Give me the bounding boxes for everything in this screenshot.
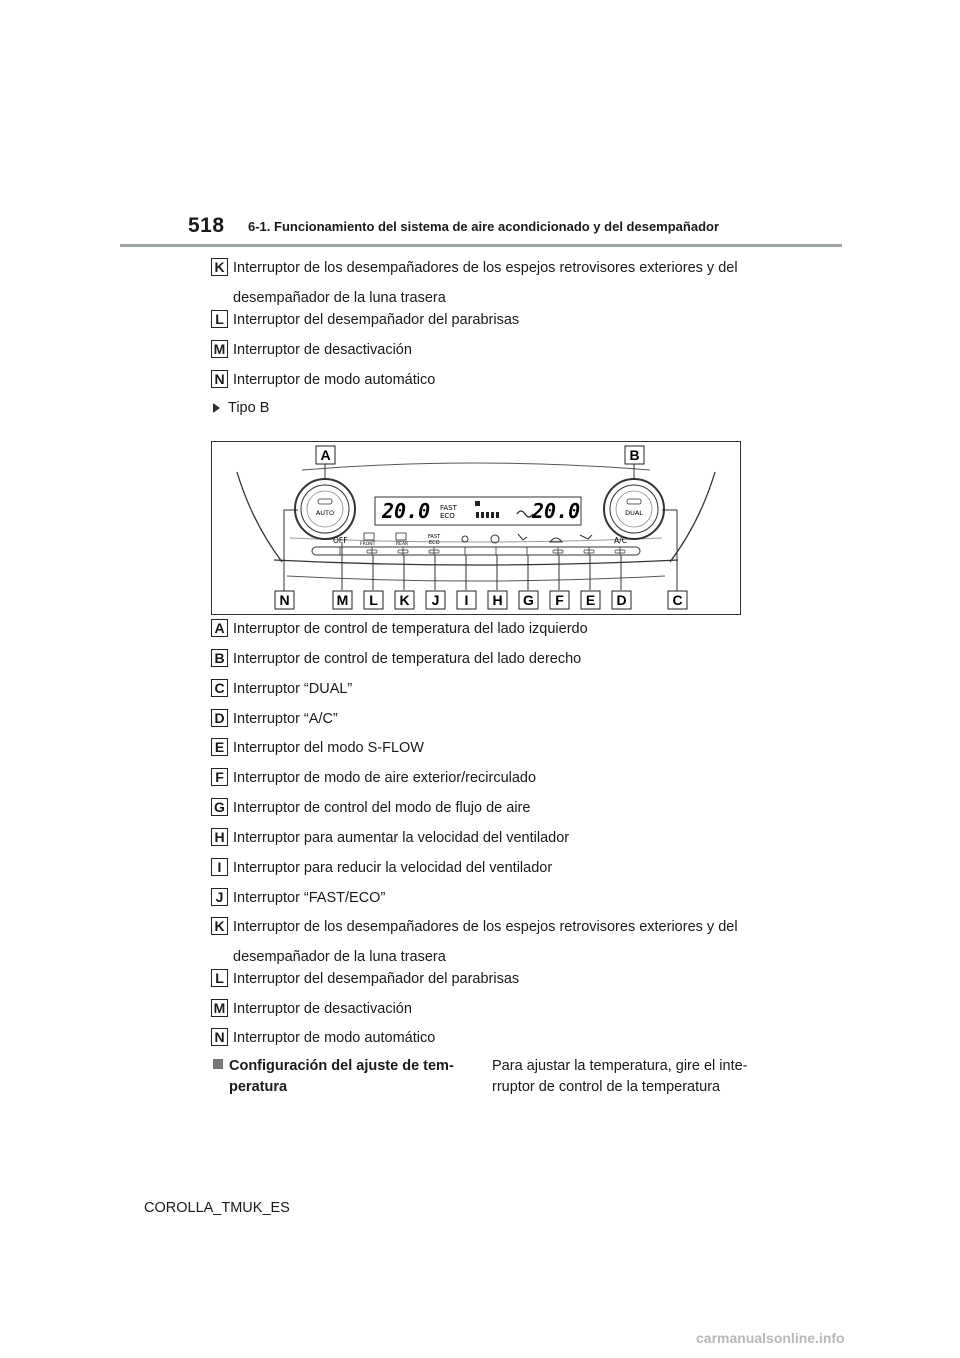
callout-l: L — [369, 592, 378, 608]
legend-item-m — [211, 994, 771, 1024]
list-item-n-top — [211, 365, 771, 395]
letter-badge: M — [211, 999, 228, 1017]
fast-button-label: FAST — [428, 534, 441, 540]
list-item-k-top — [211, 253, 771, 313]
rear-button-label: REAR — [396, 542, 409, 547]
auto-label: AUTO — [315, 509, 335, 517]
dual-label: DUAL — [625, 509, 643, 517]
callout-e: E — [585, 592, 596, 608]
item-text: Interruptor para reducir la velocidad del ventilador — [233, 860, 553, 876]
legend-item-c — [211, 674, 771, 704]
callout-n: N — [279, 592, 290, 608]
tipo-label — [213, 396, 269, 420]
callout-h: H — [492, 592, 503, 608]
item-text: Interruptor del desempañador del parabrisas — [233, 971, 520, 987]
letter-badge: L — [211, 969, 228, 987]
item-text: Interruptor del desempañador del parabrisas — [233, 312, 520, 328]
letter-badge: F — [211, 768, 228, 786]
list-item-l-top — [211, 305, 771, 335]
triangle-bullet-icon — [213, 403, 220, 413]
off-button-label: OFF — [333, 536, 348, 545]
display-eco: ECO — [440, 512, 455, 520]
page-number: 518 — [188, 214, 225, 237]
letter-badge: G — [211, 798, 228, 816]
callout-j: J — [431, 592, 440, 608]
legend-item-j — [211, 883, 771, 913]
section-title: 6-1. Funcionamiento del sistema de aire acondicionado y del desempañador — [248, 219, 720, 234]
legend-item-f — [211, 763, 771, 793]
letter-badge: E — [211, 738, 228, 756]
item-text: Interruptor de modo de aire exterior/recirculado — [233, 770, 537, 786]
body-line-1: Para ajustar la temperatura, gire el inte- — [492, 1058, 748, 1074]
callout-m: M — [336, 592, 349, 608]
legend-item-b — [211, 644, 771, 674]
callout-d: D — [616, 592, 627, 608]
display-temp-left: 20.0 — [382, 499, 431, 523]
item-text: Interruptor de desactivación — [233, 342, 412, 358]
item-text: Interruptor del modo S-FLOW — [233, 740, 424, 756]
item-text: Interruptor de control de temperatura del lado derecho — [233, 651, 582, 667]
legend-item-i — [211, 853, 771, 883]
letter-badge: I — [211, 858, 228, 876]
item-text: Interruptor de los desempañadores de los espejos retrovisores exteriores y del — [233, 260, 738, 276]
letter-badge: N — [211, 370, 228, 388]
letter-badge: H — [211, 828, 228, 846]
header-rule — [120, 244, 842, 247]
display-temp-right: 20.0 — [532, 499, 581, 523]
item-text: Interruptor de control de temperatura del lado izquierdo — [233, 621, 588, 637]
legend-item-h — [211, 823, 771, 853]
item-text: Interruptor de modo automático — [233, 1030, 436, 1046]
body-line-2: rruptor de control de la temperatura — [492, 1079, 721, 1095]
document-code: COROLLA_TMUK_ES — [144, 1200, 290, 1216]
temperature-body — [492, 1056, 762, 1098]
legend-item-n — [211, 1023, 771, 1053]
item-text-continued: desempañador de la luna trasera — [233, 949, 446, 965]
square-bullet-icon — [213, 1059, 223, 1069]
callout-b: B — [629, 447, 640, 463]
item-text: Interruptor de desactivación — [233, 1001, 412, 1017]
heading-line-1: Configuración del ajuste de tem- — [229, 1058, 454, 1074]
letter-badge: A — [211, 619, 228, 637]
callout-a: A — [320, 447, 331, 463]
item-text: Interruptor de control del modo de flujo de aire — [233, 800, 531, 816]
legend-item-g — [211, 793, 771, 823]
letter-badge: L — [211, 310, 228, 328]
item-text: Interruptor “A/C” — [233, 711, 338, 727]
front-button-label: FRONT — [360, 542, 376, 547]
letter-badge: N — [211, 1028, 228, 1046]
letter-badge: J — [211, 888, 228, 906]
callout-i: I — [464, 592, 469, 608]
letter-badge: K — [211, 917, 228, 935]
display-fast: FAST — [440, 504, 457, 512]
heading-line-2: peratura — [229, 1079, 288, 1095]
climate-panel-svg — [212, 442, 740, 614]
item-text: Interruptor para aumentar la velocidad del ventilador — [233, 830, 570, 846]
temperature-heading — [213, 1056, 463, 1098]
legend-item-e — [211, 733, 771, 763]
item-text-continued: desempañador de la luna trasera — [233, 290, 446, 306]
legend-item-k — [211, 912, 771, 972]
item-text: Interruptor “FAST/ECO” — [233, 890, 386, 906]
list-item-m-top — [211, 335, 771, 365]
eco-button-label: ECO — [429, 540, 440, 546]
letter-badge: C — [211, 679, 228, 697]
ac-button-label: A/C — [614, 536, 627, 545]
item-text: Interruptor de los desempañadores de los espejos retrovisores exteriores y del — [233, 919, 738, 935]
callout-g: G — [523, 592, 534, 608]
legend-item-d — [211, 704, 771, 734]
legend-item-l — [211, 964, 771, 994]
letter-badge: M — [211, 340, 228, 358]
climate-panel-diagram — [211, 441, 741, 615]
letter-badge: K — [211, 258, 228, 276]
callout-c: C — [672, 592, 683, 608]
letter-badge: D — [211, 709, 228, 727]
callout-k: K — [399, 592, 410, 608]
item-text: Interruptor “DUAL” — [233, 681, 353, 697]
letter-badge: B — [211, 649, 228, 667]
item-text: Interruptor de modo automático — [233, 372, 436, 388]
watermark: carmanualsonline.info — [696, 1330, 845, 1346]
tipo-text: Tipo B — [228, 400, 270, 416]
callout-f: F — [555, 592, 564, 608]
legend-item-a — [211, 614, 771, 644]
